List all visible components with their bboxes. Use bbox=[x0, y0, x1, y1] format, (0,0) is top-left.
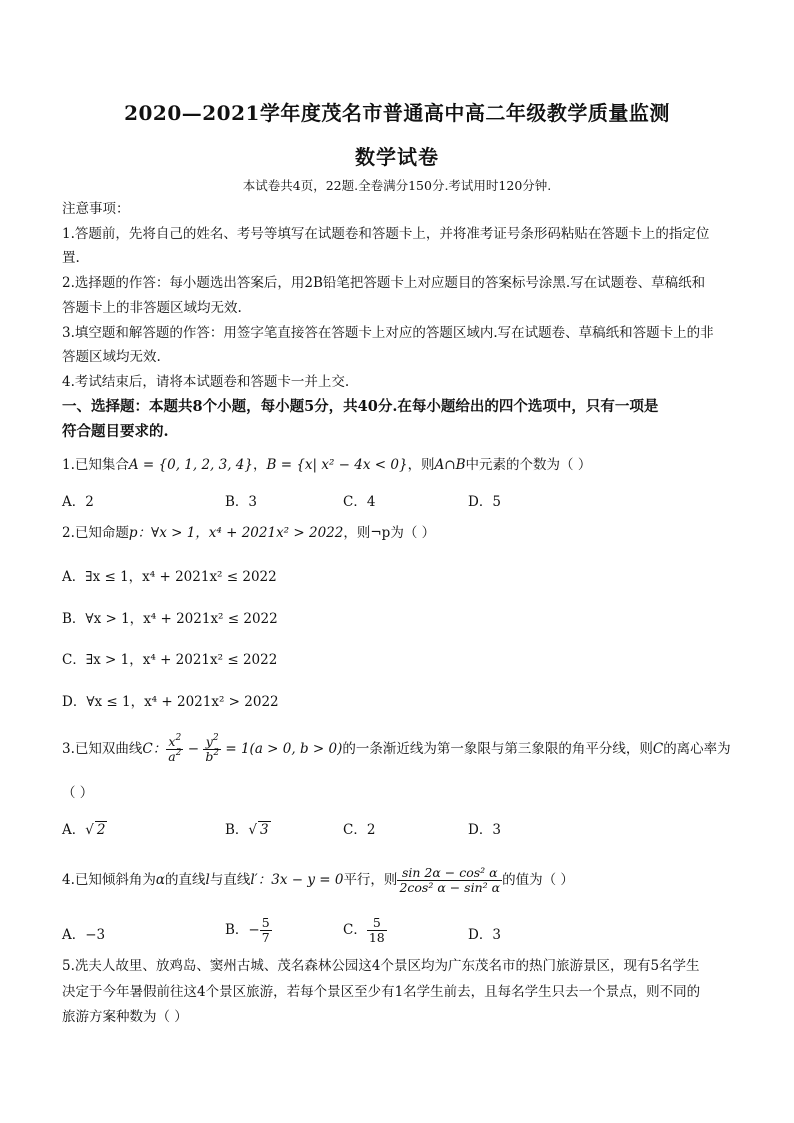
q4-option-d: D．3 bbox=[468, 927, 501, 943]
q4-prefix: 4.已知倾斜角为 bbox=[62, 872, 156, 888]
question-5-line-3: 旅游方案种数为（ ） bbox=[62, 1009, 188, 1025]
q4-fraction bbox=[397, 866, 502, 895]
q3-option-c: C．2 bbox=[343, 822, 376, 838]
exam-title: 2020—2021学年度茂名市普通高中高二年级教学质量监测 bbox=[124, 101, 670, 125]
q4-mid1: 的直线 bbox=[165, 872, 206, 888]
q4-option-c-label: C． bbox=[343, 922, 367, 938]
q3-sqrt2: 2 bbox=[96, 822, 106, 838]
exam-info: 本试卷共4页，22题.全卷满分150分.考试用时120分钟. bbox=[242, 178, 552, 193]
q2-option-d: D．∀x ≤ 1，x⁴ + 2021x² > 2022 bbox=[62, 694, 279, 710]
q1-option-a: A．2 bbox=[62, 494, 94, 510]
note-4: 4.考试结束后，请将本试题卷和答题卡一并上交. bbox=[62, 374, 350, 390]
q3-option-d: D．3 bbox=[468, 822, 501, 838]
q4-mid3: 平行，则 bbox=[343, 872, 398, 888]
q4-option-b-frac bbox=[260, 916, 272, 945]
q1-option-d: D．5 bbox=[468, 494, 501, 510]
q2-option-a: A．∃x ≤ 1，x⁴ + 2021x² ≤ 2022 bbox=[62, 569, 277, 585]
q4-frac-num: sin 2α − cos² α bbox=[397, 866, 502, 881]
exam-subtitle: 数学试卷 bbox=[355, 145, 439, 169]
question-3: 3.已知双曲线C： $\frac{x^2}{a^2}$ − $\frac{y^2}{b^2}$ = 1(a > 0, b > 0)的一条渐近线为第一象限与第三象限的角平分线，则C的离心率为 bbox=[62, 733, 731, 764]
q3-c-label: C： bbox=[142, 741, 167, 757]
q2-suffix: ，则¬p为（ ） bbox=[343, 525, 436, 541]
q4-option-b-den: 7 bbox=[261, 930, 270, 945]
q4-option-c bbox=[343, 912, 387, 948]
q1-option-c: C．4 bbox=[343, 494, 376, 510]
q3-sqrt3: 3 bbox=[260, 822, 269, 838]
q3-suffix2: 的离心率为 bbox=[663, 741, 731, 757]
q1-expr: A∩B bbox=[434, 457, 466, 473]
q2-cond: ：∀x > 1， bbox=[137, 525, 209, 541]
q4-option-c-frac bbox=[367, 916, 387, 945]
q3-c-ref: C bbox=[652, 741, 664, 757]
note-1b: 置. bbox=[62, 250, 80, 266]
q3-prefix: 3.已知双曲线 bbox=[62, 741, 143, 757]
q4-option-b-num: 5 bbox=[261, 915, 270, 930]
section-1-heading: 一、选择题：本题共8个小题，每小题5分，共40分.在每小题给出的四个选项中，只有一项是 bbox=[62, 398, 659, 415]
note-2b: 答题卡上的非答题区域均无效. bbox=[62, 300, 242, 316]
q2-p: p bbox=[128, 525, 138, 541]
q4-option-b-label: B．− bbox=[225, 922, 260, 938]
q3-fraction-y: $\frac{y^2}{b^2}$ bbox=[205, 733, 220, 764]
q1-set-b: B = {x| x² − 4x < 0} bbox=[266, 457, 408, 473]
note-3a: 3.填空题和解答题的作答：用签字笔直接答在答题卡上对应的答题区域内.写在试题卷、草稿纸和答题卡上的非 bbox=[62, 325, 714, 341]
q1-set-a: A = {0, 1, 2, 3, 4} bbox=[128, 457, 253, 473]
q4-mid2: 与直线 bbox=[209, 872, 251, 888]
question-5-line-1: 5.冼夫人故里、放鸡岛、窦州古城、茂名森林公园这4个景区均为广东茂名市的热门旅游景区，现有5名学生 bbox=[62, 958, 700, 974]
q2-option-b: B．∀x > 1，x⁴ + 2021x² ≤ 2022 bbox=[62, 611, 278, 627]
q4-option-a: A．−3 bbox=[62, 927, 106, 943]
q3-option-b: B．√ 3 bbox=[225, 822, 269, 838]
q4-frac-den: 2cos² α − sin² α bbox=[399, 880, 501, 895]
q1-prefix: 1.已知集合 bbox=[62, 457, 129, 473]
q1-suffix: 中元素的个数为（ ） bbox=[465, 457, 592, 473]
note-1a: 1.答题前，先将自己的姓名、考号等填写在试题卷和答题卡上，并将准考证号条形码粘贴在答题卡上的指定位 bbox=[62, 226, 710, 242]
q4-l2: l′：3x − y = 0 bbox=[250, 872, 344, 888]
note-2a: 2.选择题的作答：每小题选出答案后，用2B铅笔把答题卡上对应题目的答案标号涂黑.写在试题卷、草稿纸和 bbox=[62, 275, 706, 291]
q3-option-b-label: B． bbox=[225, 822, 249, 838]
q3-paren: （ ） bbox=[62, 785, 94, 801]
q2-option-c: C．∃x > 1，x⁴ + 2021x² ≤ 2022 bbox=[62, 652, 278, 668]
q4-option-b bbox=[225, 912, 272, 948]
q3-eq-rhs: = 1(a > 0, b > 0) bbox=[221, 741, 343, 757]
notes-heading: 注意事项： bbox=[62, 201, 130, 217]
q3-option-a-label: A． bbox=[62, 822, 86, 838]
section-1-heading-cont: 符合题目要求的. bbox=[62, 423, 169, 440]
question-5-line-2: 决定于今年暑假前往这4个景区旅游，若每个景区至少有1名学生前去，且每名学生只去一个景点，则不同的 bbox=[62, 984, 701, 1000]
question-2 bbox=[62, 523, 742, 543]
q1-sep: ， bbox=[253, 457, 267, 473]
note-3b: 答题区域均无效. bbox=[62, 349, 161, 365]
q4-option-c-num: 5 bbox=[367, 916, 387, 931]
q3-suffix: 的一条渐近线为第一象限与第三象限的角平分线，则 bbox=[342, 741, 653, 757]
q4-alpha: α bbox=[155, 872, 166, 888]
question-4 bbox=[62, 862, 742, 898]
q3-option-a: A．√ 2 bbox=[62, 822, 106, 838]
q4-option-c-den: 18 bbox=[368, 930, 385, 945]
q2-expr: x⁴ + 2021x² > 2022 bbox=[208, 525, 344, 541]
q1-mid: ，则 bbox=[407, 457, 435, 473]
q1-option-b: B．3 bbox=[225, 494, 258, 510]
q2-prefix: 2.已知命题 bbox=[62, 525, 129, 541]
q4-l: l bbox=[205, 872, 210, 888]
question-1 bbox=[62, 455, 742, 475]
q4-suffix: 的值为（ ） bbox=[502, 872, 574, 888]
q3-fraction-x: $\frac{x^2}{a^2}$ bbox=[168, 733, 182, 764]
